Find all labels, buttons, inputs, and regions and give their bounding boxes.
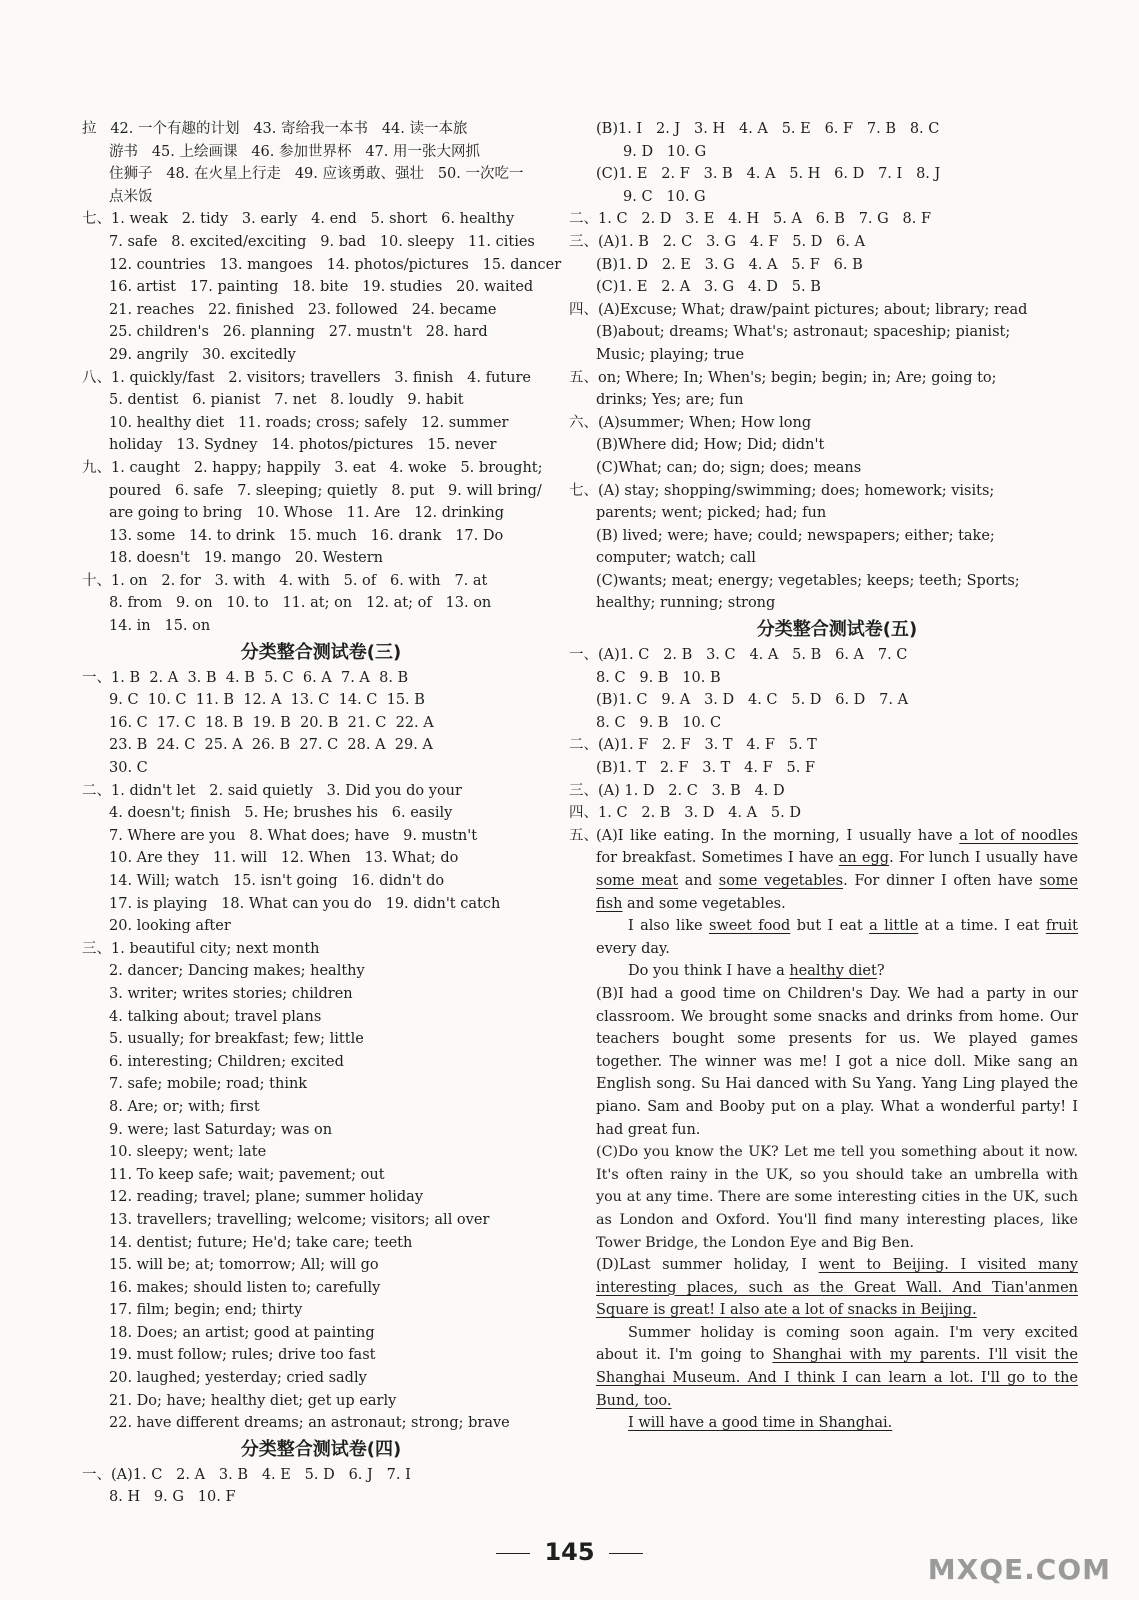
essay-underlined: sweet food <box>708 918 791 935</box>
essay-a-p3 <box>596 960 1078 983</box>
page-number-dash-left <box>496 1553 530 1554</box>
answer-line: computer; watch; call <box>596 550 756 567</box>
essay-text: but I eat <box>790 918 870 935</box>
essay-a <box>569 825 1078 915</box>
answer-line: 九、1. caught 2. happy; happily 3. eat 4. woke 5. brought; <box>82 459 543 476</box>
answer-line: (B)1. I 2. J 3. H 4. A 5. E 6. F 7. B 8. C <box>596 121 940 137</box>
answer-line: 八、1. quickly/fast 2. visitors; travellers 3. finish 4. future <box>82 369 531 386</box>
answer-line: 8. Are; or; with; first <box>109 1098 260 1115</box>
answer-line: 三、1. beautiful city; next month <box>82 940 320 957</box>
answer-line: 三、(A) 1. D 2. C 3. B 4. D <box>569 782 785 799</box>
essay-text: and <box>678 873 719 889</box>
answer-line: 10. Are they 11. will 12. When 13. What; do <box>109 850 459 867</box>
right-column <box>569 118 1079 1435</box>
answer-line: (C)1. E 2. A 3. G 4. D 5. B <box>596 279 821 296</box>
essay-text: . For lunch I usually have <box>889 850 1078 867</box>
answer-line: poured 6. safe 7. sleeping; quietly 8. put 9. will bring/ <box>109 482 542 499</box>
answer-line: 一、(A)1. C 2. A 3. B 4. E 5. D 6. J 7. I <box>82 1466 411 1483</box>
answer-line: 8. from 9. on 10. to 11. at; on 12. at; of 13. on <box>109 595 492 612</box>
answer-line: 四、(A)Excuse; What; draw/paint pictures; about; library; read <box>569 301 1028 318</box>
answer-line: 五、on; Where; In; When's; begin; begin; in; Are; going to; <box>569 369 997 386</box>
answer-line: 10. sleepy; went; late <box>109 1144 267 1161</box>
answer-line: 16. C 17. C 18. B 19. B 20. B 21. C 22. A <box>109 714 434 731</box>
answer-line: 三、(A)1. B 2. C 3. G 4. F 5. D 6. A <box>569 233 866 250</box>
section-heading: 分类整合测试卷(五) <box>756 619 918 641</box>
essay-text: and some vegetables. <box>622 895 786 912</box>
essay-text: (D)Last summer holiday, I <box>596 1257 819 1274</box>
answer-line: 14. in 15. on <box>109 618 211 635</box>
answer-line: 七、(A) stay; shopping/swimming; does; homework; visits; <box>569 482 995 499</box>
answer-line: 住狮子 48. 在火星上行走 49. 应该勇敢、强壮 50. 一次吃一 <box>109 166 524 183</box>
answer-line: (C)wants; meat; energy; vegetables; keeps; teeth; Sports; <box>596 572 1020 589</box>
answer-line: 5. usually; for breakfast; few; little <box>109 1031 364 1048</box>
answer-line: (B)1. D 2. E 3. G 4. A 5. F 6. B <box>596 256 863 273</box>
essay-underlined: an egg <box>838 850 890 867</box>
answer-line: 四、1. C 2. B 3. D 4. A 5. D <box>569 805 801 822</box>
answer-line: 9. C 10. G <box>623 188 706 205</box>
essay-text: (A)I like eating. In the morning, I usually have <box>596 827 960 844</box>
answer-line: 9. C 10. C 11. B 12. A 13. C 14. C 15. B <box>109 692 425 709</box>
answer-line: 12. reading; travel; plane; summer holiday <box>109 1189 424 1206</box>
essay-text: Do you think I have a <box>628 963 790 980</box>
answer-line: 二、(A)1. F 2. F 3. T 4. F 5. T <box>569 737 817 754</box>
answer-line: parents; went; picked; had; fun <box>596 505 827 522</box>
answer-line: 4. doesn't; finish 5. He; brushes his 6. easily <box>109 805 453 822</box>
answer-line: 8. C 9. B 10. C <box>596 714 722 731</box>
answer-line: are going to bring 10. Whose 11. Are 12. drinking <box>109 505 504 522</box>
answer-line: (B)about; dreams; What's; astronaut; spaceship; pianist; <box>596 324 1011 341</box>
answer-line: 8. C 9. B 10. B <box>596 669 721 686</box>
essay-d-p3 <box>596 1412 1078 1435</box>
essay-text: at a time. I eat <box>918 918 1046 935</box>
essay-underlined: some fish <box>596 873 1078 912</box>
answer-line: 14. dentist; future; He'd; take care; teeth <box>109 1234 413 1251</box>
essay-underlined: a little <box>869 918 919 935</box>
answer-line: 17. is playing 18. What can you do 19. didn't catch <box>109 895 501 912</box>
left-column <box>82 118 560 1509</box>
page-number-dash-right <box>609 1553 643 1554</box>
answer-line: (B)1. C 9. A 3. D 4. C 5. D 6. D 7. A <box>596 692 909 709</box>
answer-line: 10. healthy diet 11. roads; cross; safely 12. summer <box>109 414 509 431</box>
essay-a-p2 <box>596 915 1078 960</box>
essay-underlined: I will have a good time in Shanghai. <box>628 1415 893 1432</box>
essay-text: ? <box>876 963 885 980</box>
answer-line: 18. doesn't 19. mango 20. Western <box>109 550 384 567</box>
answer-line: (C)1. E 2. F 3. B 4. A 5. H 6. D 7. I 8. J <box>596 166 941 183</box>
section-heading: 分类整合测试卷(四) <box>240 1438 402 1460</box>
answer-line: 29. angrily 30. excitedly <box>109 346 296 363</box>
answer-line: 6. interesting; Children; excited <box>109 1053 344 1070</box>
answer-line: 7. safe; mobile; road; think <box>109 1076 308 1093</box>
answer-line: 4. talking about; travel plans <box>109 1008 322 1025</box>
answer-line: 25. children's 26. planning 27. mustn't 28. hard <box>109 324 488 341</box>
answer-line: 13. travellers; travelling; welcome; visitors; all over <box>109 1211 490 1228</box>
essay-underlined: healthy diet <box>789 963 877 980</box>
answer-line: 9. were; last Saturday; was on <box>109 1121 333 1138</box>
answer-line: 20. laughed; yesterday; cried sadly <box>109 1370 367 1387</box>
question-number: 五、 <box>569 827 598 844</box>
essay-underlined: some vegetables <box>718 873 844 889</box>
answer-line: 2. dancer; Dancing makes; healthy <box>109 963 365 980</box>
answer-line: 点米饭 <box>109 188 153 205</box>
section-heading: 分类整合测试卷(三) <box>240 641 402 663</box>
essay-underlined: some meat <box>596 873 679 889</box>
essay-b: (B)I had a good time on Children's Day. We had a party in our classroom. We brought some snacks and drinks from home. Our teachers bought some presents for us. We played games together. The winner was me! I got a nice doll. Mike sang an English song. Su Hai danced with Su Yang. Yang Ling played the piano. Sam and Booby put on a play. What a wonderful party! I had great fun. <box>596 985 1078 1138</box>
answer-line: 二、1. didn't let 2. said quietly 3. Did you do your <box>82 782 462 799</box>
answer-line: 23. B 24. C 25. A 26. B 27. C 28. A 29. A <box>109 737 433 754</box>
answer-line: 9. D 10. G <box>623 143 707 160</box>
answer-line: drinks; Yes; are; fun <box>596 392 744 409</box>
answer-line: 13. some 14. to drink 15. much 16. drank 17. Do <box>109 527 504 544</box>
answer-line: (B)1. T 2. F 3. T 4. F 5. F <box>596 760 816 777</box>
answer-line: 30. C <box>109 760 148 777</box>
answer-line: 十、1. on 2. for 3. with 4. with 5. of 6. with 7. at <box>82 572 488 589</box>
answer-line: 17. film; begin; end; thirty <box>109 1302 303 1319</box>
essay-underlined: fruit <box>1045 918 1078 935</box>
answer-line: 15. will be; at; tomorrow; All; will go <box>109 1257 379 1274</box>
answer-line: 18. Does; an artist; good at painting <box>109 1324 375 1341</box>
answer-line: Music; playing; true <box>596 346 745 363</box>
essay-d <box>596 1254 1078 1322</box>
answer-line: 七、1. weak 2. tidy 3. early 4. end 5. short 6. healthy <box>82 211 515 228</box>
essay-text: I also like <box>628 918 709 935</box>
answer-line: 拉 42. 一个有趣的计划 43. 寄给我一本书 44. 读一本旅 <box>82 121 468 137</box>
essay-d-p2 <box>596 1322 1078 1412</box>
answer-line: 14. Will; watch 15. isn't going 16. didn't do <box>109 873 445 889</box>
answer-line: 16. makes; should listen to; carefully <box>109 1279 381 1296</box>
essay-text: for breakfast. Sometimes I have <box>596 850 839 867</box>
answer-line: 一、(A)1. C 2. B 3. C 4. A 5. B 6. A 7. C <box>569 647 908 664</box>
answer-line: (B) lived; were; have; could; newspapers; either; take; <box>596 527 995 544</box>
answer-line: 19. must follow; rules; drive too fast <box>109 1347 376 1364</box>
answer-line: 二、1. C 2. D 3. E 4. H 5. A 6. B 7. G 8. F <box>569 211 932 228</box>
answer-line: 8. H 9. G 10. F <box>109 1489 236 1506</box>
answer-line: 21. Do; have; healthy diet; get up early <box>109 1392 397 1409</box>
answer-line: (B)Where did; How; Did; didn't <box>596 437 825 454</box>
answer-line: 7. Where are you 8. What does; have 9. mustn't <box>109 827 478 844</box>
answer-line: 一、1. B 2. A 3. B 4. B 5. C 6. A 7. A 8. B <box>82 669 409 686</box>
answer-line: holiday 13. Sydney 14. photos/pictures 15. never <box>109 437 497 454</box>
essay-underlined: a lot of noodles <box>959 827 1078 844</box>
answer-line: 11. To keep safe; wait; pavement; out <box>109 1166 385 1183</box>
essay-text: Summer holiday is coming soon again. I'm very excited about it. I'm going to <box>596 1324 1078 1364</box>
answer-line: 游书 45. 上绘画课 46. 参加世界杯 47. 用一张大网抓 <box>109 143 480 160</box>
answer-line: 3. writer; writes stories; children <box>109 985 353 1002</box>
answer-line: 12. countries 13. mangoes 14. photos/pictures 15. dancer <box>109 256 562 273</box>
essay-underlined: Shanghai with my parents. I'll visit the Shanghai Museum. And I think I can learn a lot. I'll go to the Bund, too. <box>596 1347 1079 1409</box>
answer-line: 5. dentist 6. pianist 7. net 8. loudly 9. habit <box>109 392 464 409</box>
answer-line: 20. looking after <box>109 918 231 935</box>
essay-text: every day. <box>596 940 670 957</box>
answer-line: 六、(A)summer; When; How long <box>569 414 812 431</box>
watermark: MXQE.COM <box>927 1553 1111 1586</box>
page-number-text: 145 <box>544 1538 595 1566</box>
answer-line: 16. artist 17. painting 18. bite 19. studies 20. waited <box>109 279 534 296</box>
essay-text: . For dinner I often have <box>843 873 1040 889</box>
answer-line: 21. reaches 22. finished 23. followed 24. became <box>109 301 497 318</box>
essay-underlined: went to Beijing. I visited many interesting places, such as the Great Wall. And Tian'anmen Square is great! I also ate a lot of snacks in Beijing. <box>596 1257 1078 1319</box>
answer-line: 7. safe 8. excited/exciting 9. bad 10. sleepy 11. cities <box>109 233 535 250</box>
essay-c: (C)Do you know the UK? Let me tell you something about it now. It's often rainy in the UK, so you should take an umbrella with you at any time. There are some interesting cities in the UK, such as London and Oxford. You'll find many interesting places, like Tower Bridge, the London Eye and Big Ben. <box>596 1144 1078 1251</box>
answer-line: healthy; running; strong <box>596 595 776 612</box>
answer-line: 22. have different dreams; an astronaut; strong; brave <box>109 1415 510 1432</box>
answer-line: (C)What; can; do; sign; does; means <box>596 459 862 476</box>
